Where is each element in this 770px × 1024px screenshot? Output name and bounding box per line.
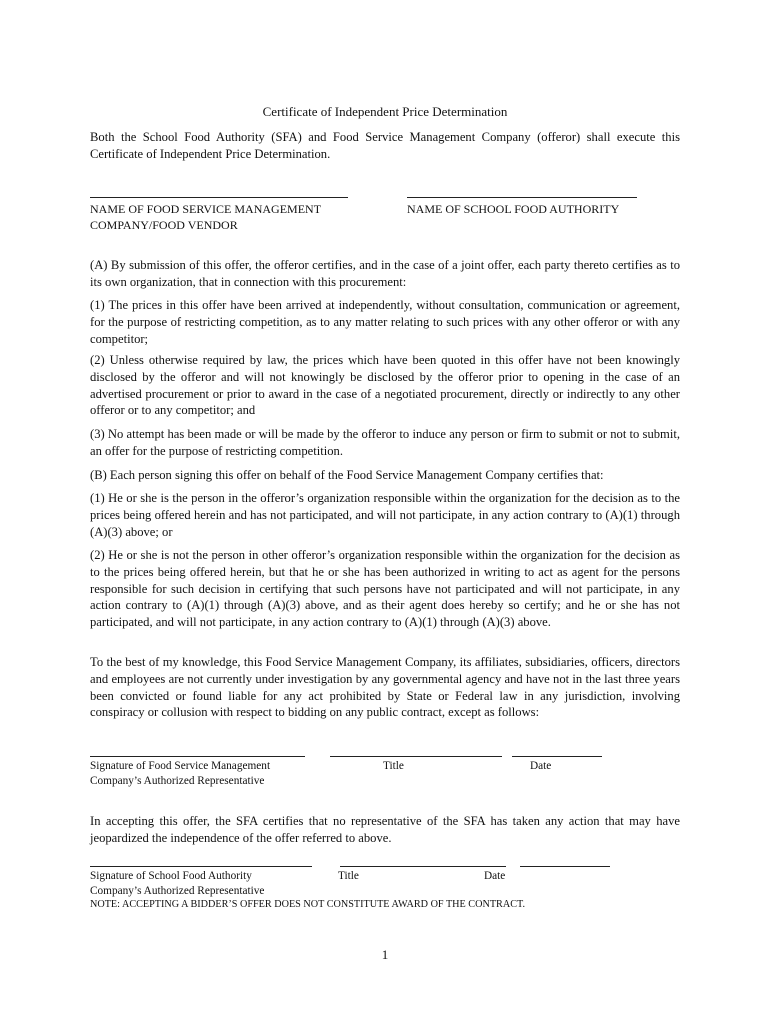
paragraph-b2: (2) He or she is not the person in other offeror’s organization responsible within the organization for the decision as to the prices being offered herein, but that he or she has been authorized in writing to act as agent for the persons responsible for such decision in certifying that such persons have not participated and will not participate, in any action contrary to (A)(1) through (A)(3) above, and as their agent does hereby so certify; and he or she has not participated, and will not participate, in any action contrary to (A)(1) through (A)(3) above. bbox=[90, 548, 680, 630]
sig2-signature-label-2: Company’s Authorized Representative bbox=[90, 885, 265, 897]
document-title: Certificate of Independent Price Determination bbox=[262, 104, 508, 119]
sig1-date-label: Date bbox=[530, 760, 552, 772]
sig2-date-label: Date bbox=[484, 870, 506, 882]
sig1-signature-label: Signature of Food Service Management bbox=[90, 760, 271, 772]
sfa-name-line bbox=[407, 197, 637, 198]
paragraph-accept: In accepting this offer, the SFA certifies that no representative of the SFA has taken any action that may have jeopardized the independence of the offer referred to above. bbox=[90, 814, 680, 845]
vendor-name-line bbox=[90, 197, 348, 198]
paragraph-a1: (1) The prices in this offer have been arrived at independently, without consultation, communication or agreement, for the purpose of restricting competition, as to any matter relating to such prices with any other offeror or with any competitor; bbox=[90, 298, 680, 346]
sig2-signature-line bbox=[90, 866, 312, 867]
vendor-name-label-2: COMPANY/FOOD VENDOR bbox=[90, 218, 238, 232]
award-note: NOTE: ACCEPTING A BIDDER’S OFFER DOES NOT CONSTITUTE AWARD OF THE CONTRACT. bbox=[90, 899, 526, 910]
sig1-title-line bbox=[330, 756, 502, 757]
paragraph-a2: (2) Unless otherwise required by law, the prices which have been quoted in this offer have not been knowingly disclosed by the offeror and will not knowingly be disclosed by the offeror prior to opening in the case of an advertised procurement or prior to award in the case of a negotiated procurement, directly or indirectly to any other offeror or to any competitor; and bbox=[90, 353, 680, 418]
sig1-signature-line bbox=[90, 756, 305, 757]
sfa-name-label: NAME OF SCHOOL FOOD AUTHORITY bbox=[407, 202, 620, 216]
page-number: 1 bbox=[381, 947, 389, 962]
sig2-title-label: Title bbox=[338, 870, 359, 882]
sig2-title-line bbox=[340, 866, 506, 867]
sig1-title-label: Title bbox=[383, 760, 404, 772]
paragraph-a: (A) By submission of this offer, the offeror certifies, and in the case of a joint offer, each party thereto certifies as to its own organization, that in connection with this procurement: bbox=[90, 258, 680, 289]
sig1-date-line bbox=[512, 756, 602, 757]
vendor-name-label: NAME OF FOOD SERVICE MANAGEMENT bbox=[90, 202, 322, 216]
sig2-signature-label: Signature of School Food Authority bbox=[90, 870, 252, 882]
paragraph-a3: (3) No attempt has been made or will be made by the offeror to induce any person or firm to submit or not to submit, an offer for the purpose of restricting competition. bbox=[90, 427, 680, 458]
intro-paragraph: Both the School Food Authority (SFA) and Food Service Management Company (offeror) shall execute this Certificate of Independent Price Determination. bbox=[90, 130, 680, 161]
sig2-date-line bbox=[520, 866, 610, 867]
paragraph-b: (B) Each person signing this offer on behalf of the Food Service Management Company certifies that: bbox=[90, 468, 604, 482]
paragraph-knowledge: To the best of my knowledge, this Food Service Management Company, its affiliates, subsidiaries, officers, directors and employees are not currently under investigation by any governmental agency and have not in the last three years been convicted or found liable for any act prohibited by State or Federal law in any jurisdiction, involving conspiracy or collusion with respect to bidding on any public contract, except as follows: bbox=[90, 655, 680, 720]
sig1-signature-label-2: Company’s Authorized Representative bbox=[90, 775, 265, 787]
paragraph-b1: (1) He or she is the person in the offeror’s organization responsible within the organization for the decision as to the prices being offered herein and has not participated, and will not participate, in any action contrary to (A)(1) through (A)(3) above; or bbox=[90, 491, 680, 539]
